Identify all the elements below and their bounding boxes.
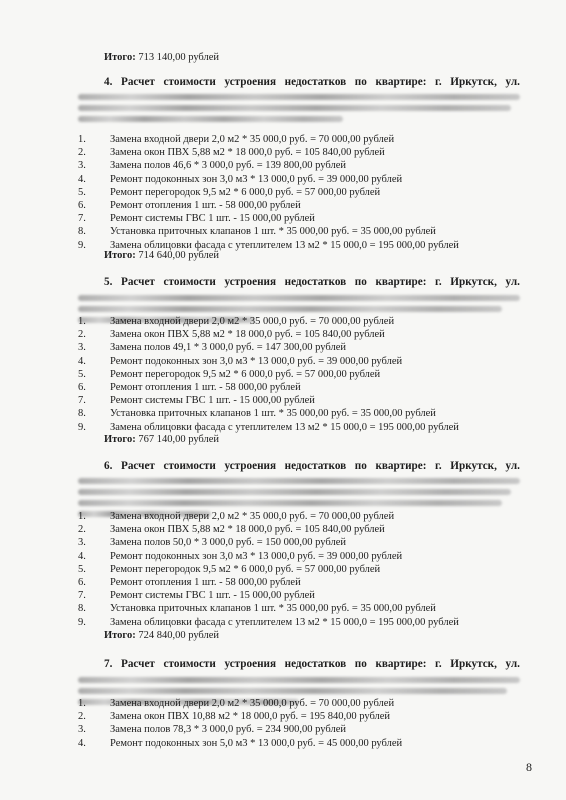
list-item-number: 3. <box>78 160 86 172</box>
list-item-text: Замена окон ПВХ 5,88 м2 * 18 000,0 руб. = 105 840,00 рублей <box>110 147 385 159</box>
heading-word: стоимости <box>163 460 216 472</box>
section-total-value: 767 140,00 рублей <box>138 434 220 445</box>
list-item-text: Замена окон ПВХ 10,88 м2 * 18 000,0 руб. = 195 840,00 рублей <box>110 711 391 723</box>
list-item-number: 7. <box>78 213 86 225</box>
list-item-text: Установка приточных клапанов 1 шт. * 35 000,00 руб. = 35 000,00 рублей <box>110 408 436 420</box>
list-item-number: 2. <box>78 711 86 723</box>
section-number: 7. <box>104 658 113 670</box>
page-number: 8 <box>526 760 532 774</box>
list-item-text: Замена облицовки фасада с утеплителем 13 м2 * 15 000,0 = 195 000,00 рублей <box>110 421 459 433</box>
heading-word: стоимости <box>163 76 216 88</box>
list-item-number: 9. <box>78 616 86 628</box>
list-item-number: 6. <box>78 577 86 588</box>
list-item-text: Ремонт системы ГВС 1 шт. - 15 000,00 рублей <box>110 213 315 225</box>
heading-word: по <box>354 276 367 288</box>
heading-word: ул. <box>505 460 520 472</box>
heading-word: стоимости <box>163 658 216 670</box>
list-item-number: 3. <box>78 724 86 736</box>
heading-word: ул. <box>505 76 520 88</box>
list-item-number: 2. <box>78 147 86 159</box>
section-total-label: Итого: <box>104 434 139 445</box>
list-item-number: 1. <box>78 316 86 327</box>
list-item-number: 5. <box>78 186 86 198</box>
list-item-text: Замена полов 78,3 * 3 000,0 руб. = 234 900,00 рублей <box>110 724 346 736</box>
list-item-text: Замена облицовки фасада с утеплителем 13 м2 * 15 000,0 = 195 000,00 рублей <box>110 239 459 251</box>
heading-word: г. <box>435 76 442 88</box>
list-item-number: 1. <box>78 698 86 709</box>
heading-word: ул. <box>505 658 520 670</box>
list-item-number: 5. <box>78 368 86 380</box>
heading-word: устроения <box>224 76 277 88</box>
heading-word: квартире: <box>375 460 427 472</box>
list-item-number: 2. <box>78 329 86 341</box>
list-item-number: 1. <box>78 511 86 522</box>
list-item-text: Замена полов 46,6 * 3 000,0 руб. = 139 800,00 рублей <box>110 160 346 172</box>
heading-word: недостатков <box>284 76 347 88</box>
section-total <box>104 434 219 445</box>
list-item-text: Ремонт отопления 1 шт. - 58 000,00 рублей <box>110 577 301 588</box>
heading-word: по <box>354 658 367 670</box>
heading-word: Иркутск, <box>450 276 497 288</box>
list-item-text: Замена входной двери 2,0 м2 * 35 000,0 руб. = 70 000,00 рублей <box>110 134 395 145</box>
list-item-text: Ремонт подоконных зон 3,0 м3 * 13 000,0 руб. = 39 000,00 рублей <box>110 355 403 367</box>
heading-word: Расчет <box>120 658 155 670</box>
section-heading <box>104 276 520 288</box>
top-total-label: Итого: <box>104 52 136 63</box>
heading-word: Иркутск, <box>450 76 497 88</box>
list-item-number: 4. <box>78 550 86 562</box>
list-item-number: 4. <box>78 173 86 185</box>
list-item-text: Замена полов 49,1 * 3 000,0 руб. = 147 300,00 рублей <box>110 342 346 354</box>
heading-word: Расчет <box>120 460 155 472</box>
heading-word: стоимости <box>163 276 216 288</box>
list-item-text: Ремонт системы ГВС 1 шт. - 15 000,00 рублей <box>110 590 315 602</box>
list-item-number: 6. <box>78 382 86 393</box>
heading-word: по <box>354 76 367 88</box>
section-total-value: 724 840,00 рублей <box>138 630 220 641</box>
list-item-text: Ремонт отопления 1 шт. - 58 000,00 рублей <box>110 382 301 393</box>
top-total <box>104 52 219 63</box>
list-item-text: Замена входной двери 2,0 м2 * 35 000,0 руб. = 70 000,00 рублей <box>110 316 395 327</box>
list-item-number: 1. <box>78 134 86 145</box>
section-number: 6. <box>104 460 113 472</box>
list-item-text: Установка приточных клапанов 1 шт. * 35 000,00 руб. = 35 000,00 рублей <box>110 603 436 615</box>
list-item-number: 4. <box>78 737 86 749</box>
list-item-text: Замена облицовки фасада с утеплителем 13 м2 * 15 000,0 = 195 000,00 рублей <box>110 616 459 628</box>
heading-word: квартире: <box>375 276 427 288</box>
list-item-number: 3. <box>78 342 86 354</box>
heading-word: устроения <box>224 276 277 288</box>
list-item-text: Ремонт перегородок 9,5 м2 * 6 000,0 руб. = 57 000,00 рублей <box>110 186 381 198</box>
list-item-text: Замена входной двери 2,0 м2 * 35 000,0 руб. = 70 000,00 рублей <box>110 698 395 709</box>
section-total-value: 714 640,00 рублей <box>138 250 220 261</box>
heading-word: квартире: <box>375 76 427 88</box>
heading-word: ул. <box>505 276 520 288</box>
heading-word: недостатков <box>284 460 347 472</box>
section-total-label: Итого: <box>104 630 139 641</box>
list-item-number: 8. <box>78 226 86 238</box>
list-item-text: Замена окон ПВХ 5,88 м2 * 18 000,0 руб. = 105 840,00 рублей <box>110 524 385 536</box>
list-item-text: Замена входной двери 2,0 м2 * 35 000,0 руб. = 70 000,00 рублей <box>110 511 395 522</box>
list-item-text: Установка приточных клапанов 1 шт. * 35 000,00 руб. = 35 000,00 рублей <box>110 226 436 238</box>
heading-word: г. <box>435 658 442 670</box>
section-number: 4. <box>104 76 113 88</box>
list-item-number: 9. <box>78 239 86 251</box>
section-heading <box>104 76 520 88</box>
heading-word: по <box>354 460 367 472</box>
list-item-text: Ремонт подоконных зон 3,0 м3 * 13 000,0 руб. = 39 000,00 рублей <box>110 550 403 562</box>
list-item-text: Ремонт перегородок 9,5 м2 * 6 000,0 руб. = 57 000,00 рублей <box>110 563 381 575</box>
heading-word: Иркутск, <box>450 460 497 472</box>
list-item-number: 6. <box>78 200 86 211</box>
section-total <box>104 250 219 261</box>
heading-word: квартире: <box>375 658 427 670</box>
section-total-label: Итого: <box>104 250 139 261</box>
heading-word: устроения <box>224 460 277 472</box>
list-item-number: 7. <box>78 590 86 602</box>
list-item-text: Ремонт отопления 1 шт. - 58 000,00 рублей <box>110 200 301 211</box>
list-item-number: 5. <box>78 563 86 575</box>
list-item-number: 8. <box>78 603 86 615</box>
list-item-number: 3. <box>78 537 86 549</box>
list-item-number: 9. <box>78 421 86 433</box>
top-total-value: 713 140,00 рублей <box>138 52 220 63</box>
heading-word: Расчет <box>120 76 155 88</box>
list-item-number: 4. <box>78 355 86 367</box>
list-item-text: Ремонт подоконных зон 3,0 м3 * 13 000,0 руб. = 39 000,00 рублей <box>110 173 403 185</box>
heading-word: устроения <box>224 658 277 670</box>
heading-word: Иркутск, <box>450 658 497 670</box>
section-heading <box>104 460 520 472</box>
list-item-number: 8. <box>78 408 86 420</box>
section-heading <box>104 658 520 670</box>
heading-word: г. <box>435 460 442 472</box>
redacted-address <box>78 94 520 127</box>
section-total <box>104 630 219 641</box>
section-number: 5. <box>104 276 113 288</box>
list-item-text: Ремонт подоконных зон 5,0 м3 * 13 000,0 руб. = 45 000,00 рублей <box>110 737 403 749</box>
heading-word: г. <box>435 276 442 288</box>
heading-word: недостатков <box>284 658 347 670</box>
heading-word: недостатков <box>284 276 347 288</box>
list-item-text: Замена полов 50,0 * 3 000,0 руб. = 150 000,00 рублей <box>110 537 346 549</box>
list-item-number: 2. <box>78 524 86 536</box>
list-item-text: Замена окон ПВХ 5,88 м2 * 18 000,0 руб. = 105 840,00 рублей <box>110 329 385 341</box>
list-item-number: 7. <box>78 395 86 407</box>
list-item-text: Ремонт перегородок 9,5 м2 * 6 000,0 руб. = 57 000,00 рублей <box>110 368 381 380</box>
heading-word: Расчет <box>120 276 155 288</box>
list-item-text: Ремонт системы ГВС 1 шт. - 15 000,00 рублей <box>110 395 315 407</box>
